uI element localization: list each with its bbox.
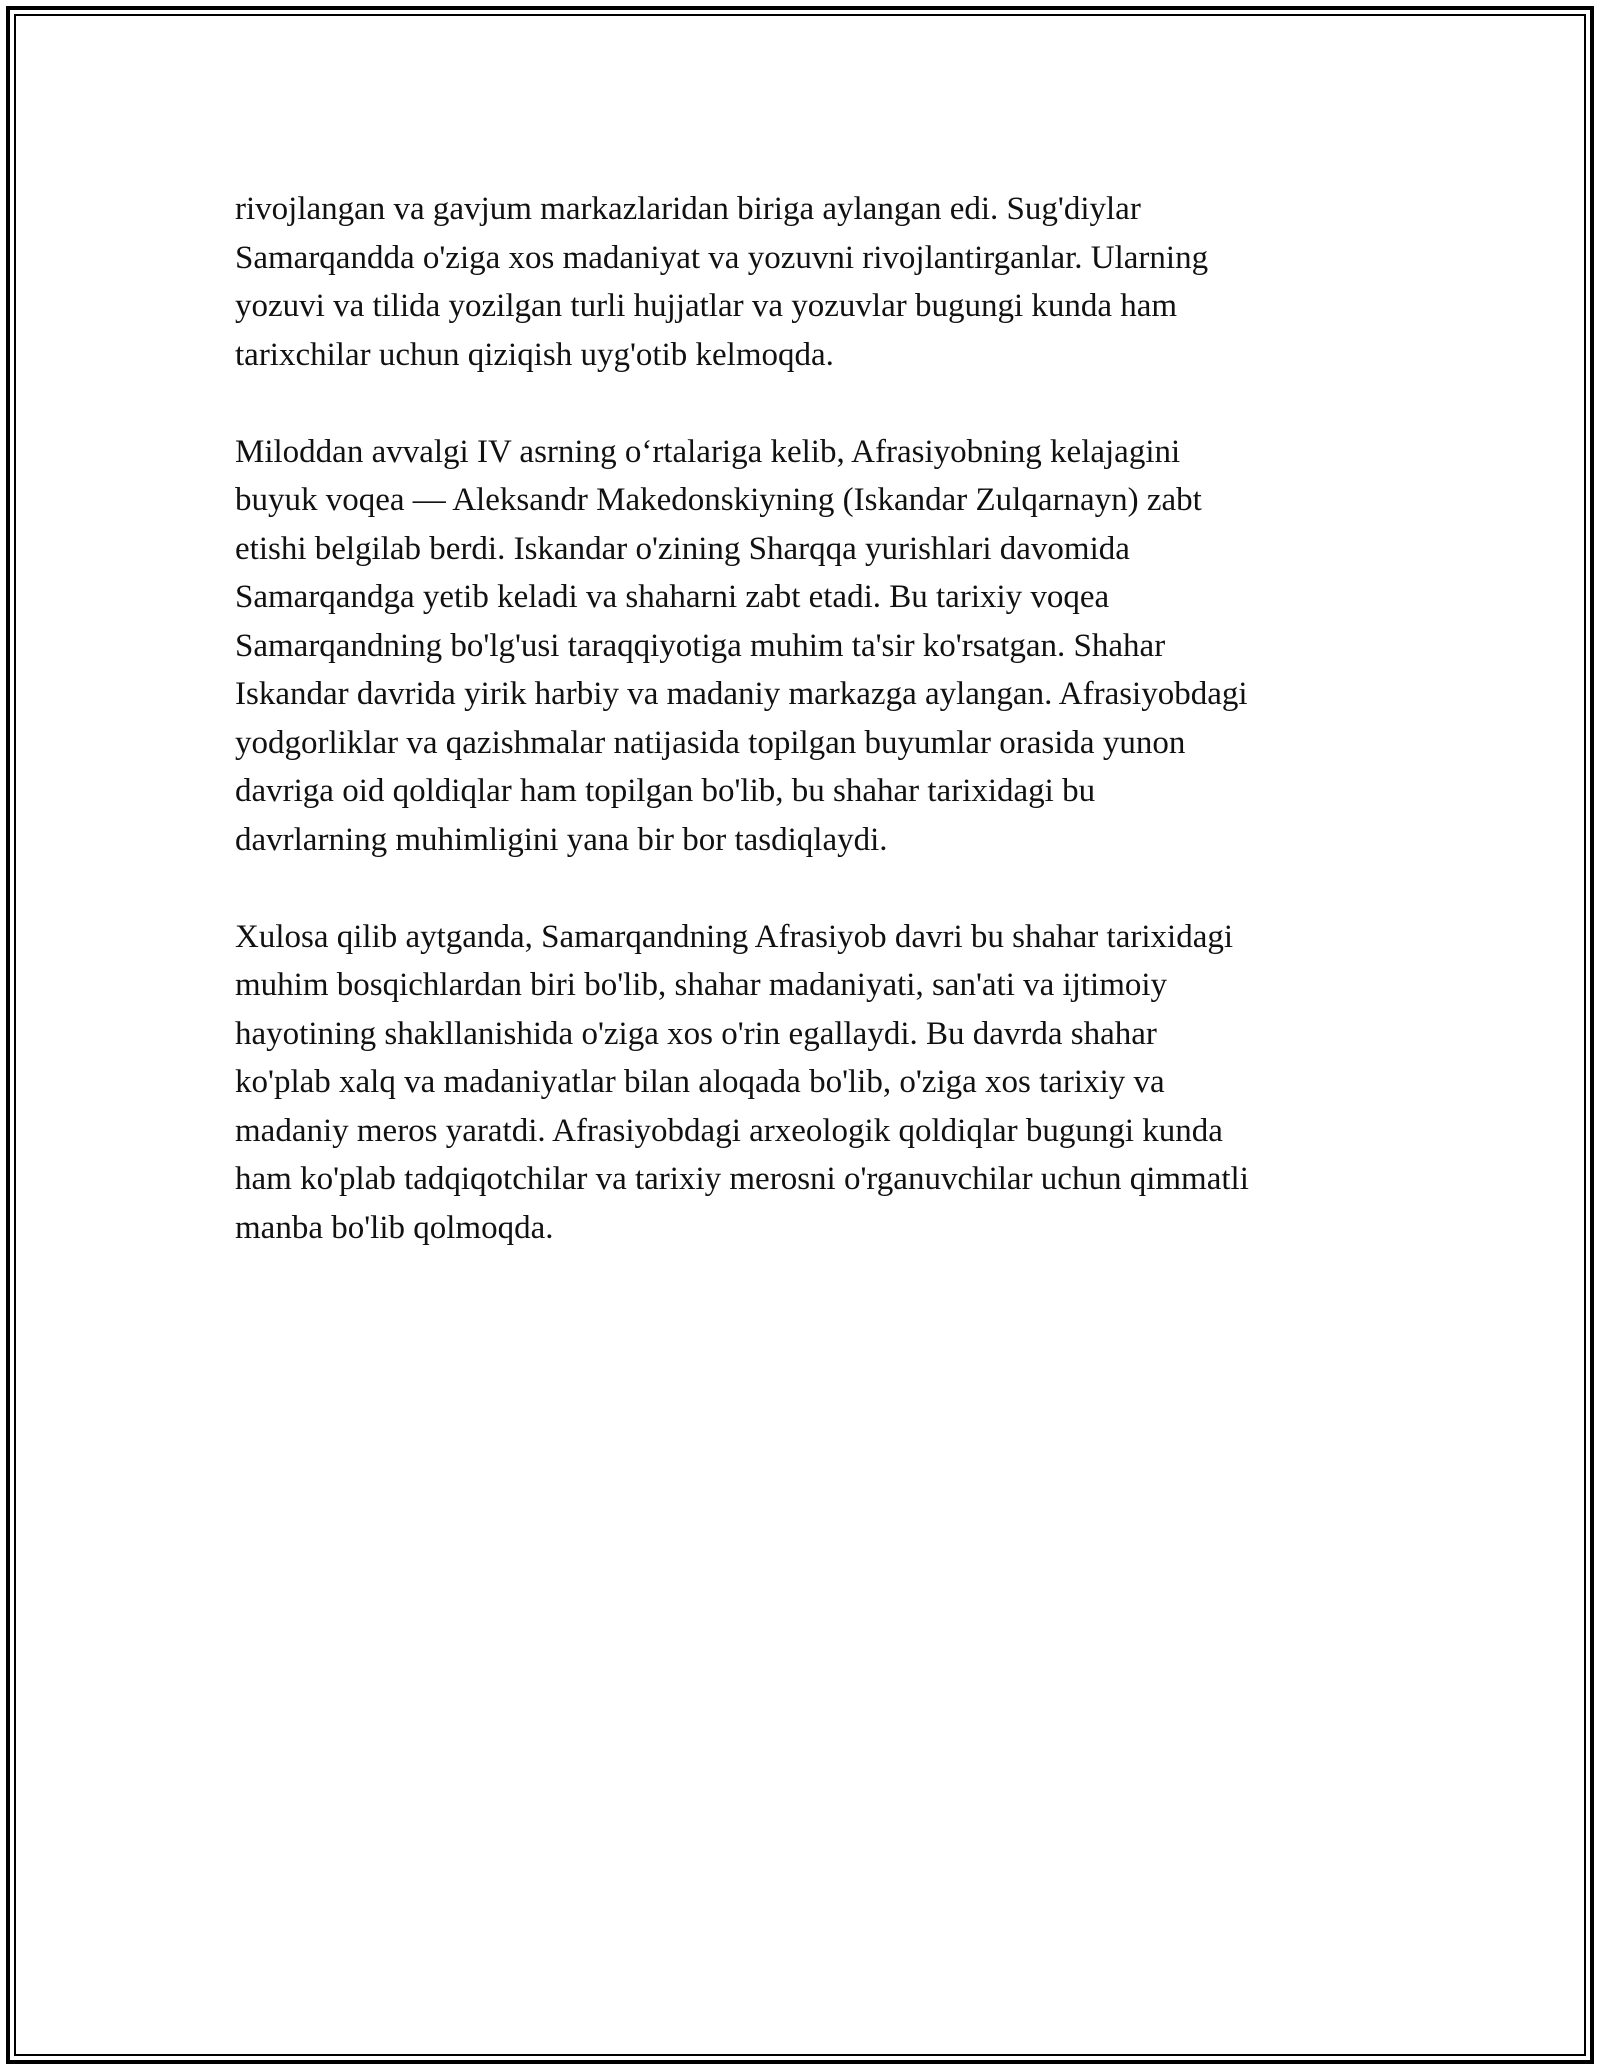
text-line: hayotining shakllanishida o'ziga xos o'rin egallaydi. Bu davrda shahar: [235, 1015, 1157, 1052]
paragraph-2: [235, 428, 1375, 865]
paragraph-3: [235, 913, 1375, 1253]
text-line: manba bo'lib qolmoqda.: [235, 1209, 554, 1246]
text-line: tarixchilar uchun qiziqish uyg'otib kelmoqda.: [235, 336, 834, 373]
text-line: Xulosa qilib aytganda, Samarqandning Afrasiyob davri bu shahar tarixidagi: [235, 918, 1234, 955]
text-line: yodgorliklar va qazishmalar natijasida topilgan buyumlar orasida yunon: [235, 724, 1186, 761]
text-line: muhim bosqichlardan biri bo'lib, shahar madaniyati, san'ati va ijtimoiy: [235, 967, 1168, 1003]
document-body: [235, 185, 1375, 1301]
text-line: ko'plab xalq va madaniyatlar bilan aloqada bo'lib, o'ziga xos tarixiy va: [235, 1064, 1165, 1100]
text-line: buyuk voqea — Aleksandr Makedonskiyning (Iskandar Zulqarnayn) zabt: [235, 482, 1202, 518]
text-line: Samarqandning bo'lg'usi taraqqiyotiga muhim ta'sir ko'rsatgan. Shahar: [235, 627, 1166, 664]
text-line: davriga oid qoldiqlar ham topilgan bo'lib, bu shahar tarixidagi bu: [235, 773, 1096, 809]
text-line: etishi belgilab berdi. Iskandar o'zining Sharqqa yurishlari davomida: [235, 530, 1130, 567]
text-line: madaniy meros yaratdi. Afrasiyobdagi arxeologik qoldiqlar bugungi kunda: [235, 1112, 1223, 1149]
text-line: Miloddan avvalgi IV asrning o‘rtalariga kelib, Afrasiyobning kelajagini: [235, 433, 1181, 470]
text-line: Samarqandda o'ziga xos madaniyat va yozuvni rivojlantirganlar. Ularning: [235, 239, 1209, 276]
text-line: ham ko'plab tadqiqotchilar va tarixiy merosni o'rganuvchilar uchun qimmatli: [235, 1161, 1249, 1197]
text-line: davrlarning muhimligini yana bir bor tasdiqlaydi.: [235, 821, 888, 858]
text-line: rivojlangan va gavjum markazlaridan biriga aylangan edi. Sug'diylar: [235, 191, 1141, 227]
text-line: Samarqandga yetib keladi va shaharni zabt etadi. Bu tarixiy voqea: [235, 579, 1110, 615]
paragraph-1: [235, 185, 1375, 379]
text-line: yozuvi va tilida yozilgan turli hujjatlar va yozuvlar bugungi kunda ham: [235, 288, 1178, 324]
text-line: Iskandar davrida yirik harbiy va madaniy markazga aylangan. Afrasiyobdagi: [235, 676, 1248, 712]
